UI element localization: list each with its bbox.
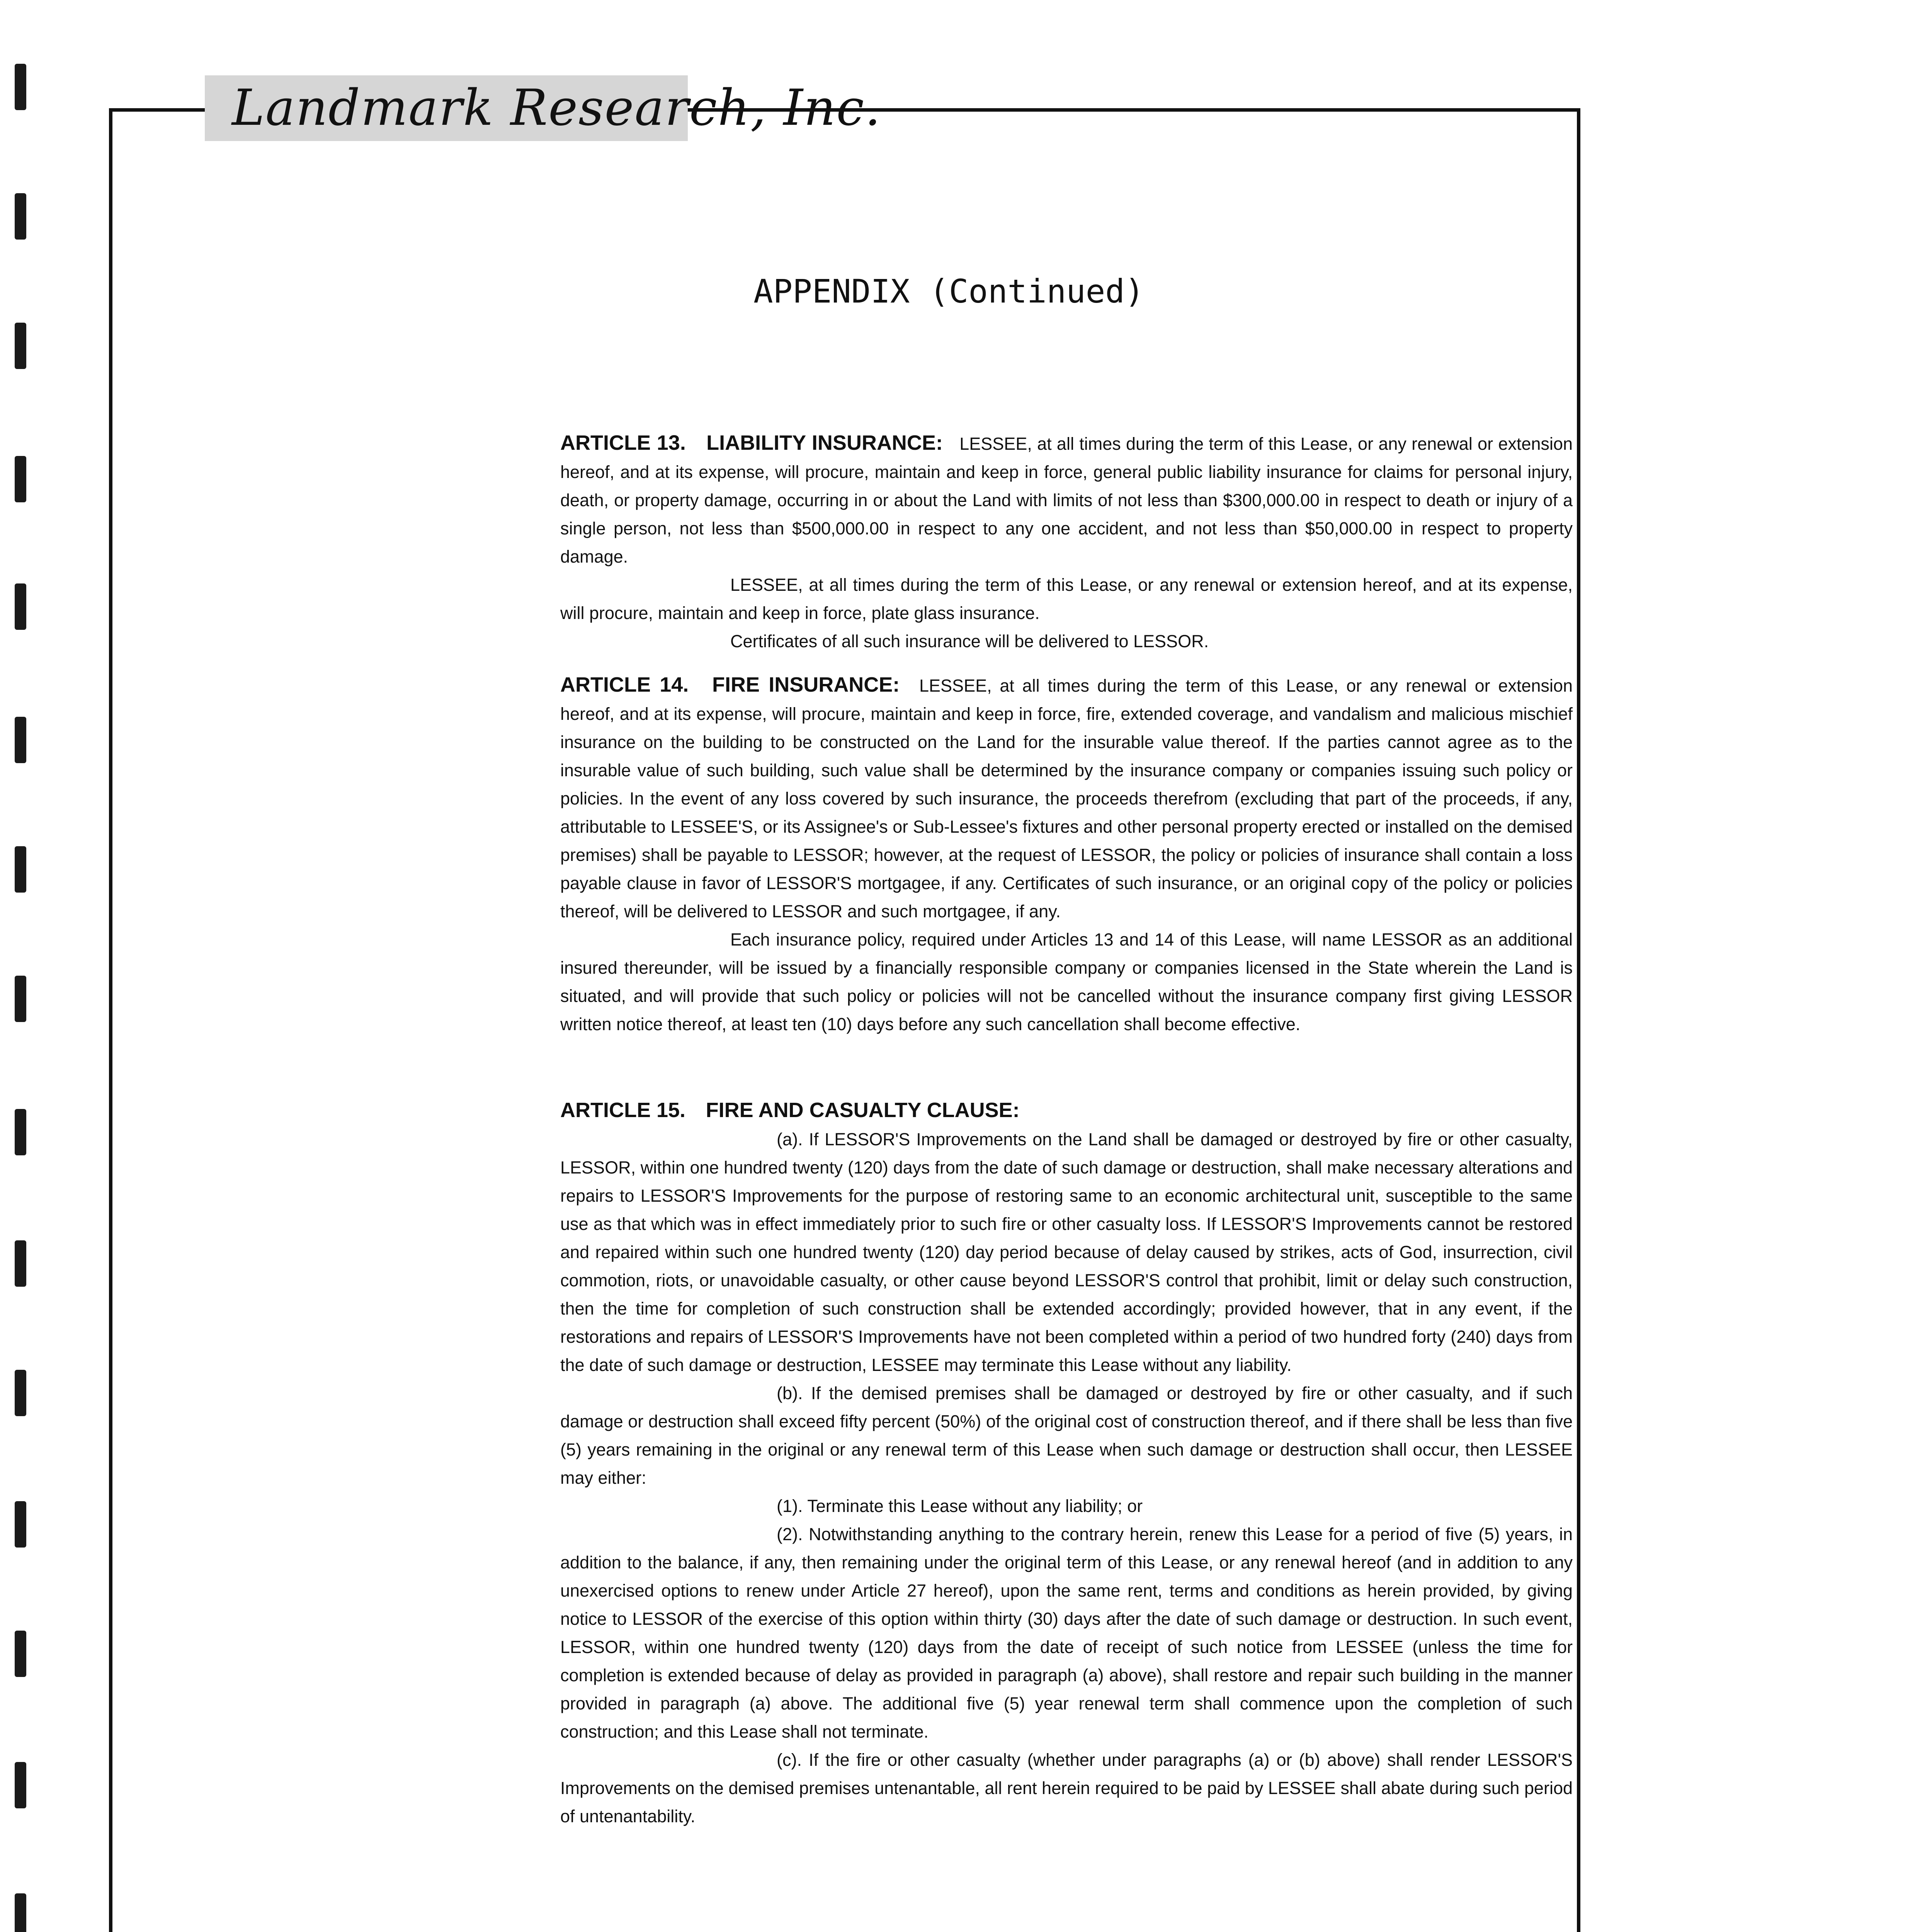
article-title: FIRE AND CASUALTY CLAUSE: (706, 1099, 1020, 1122)
binder-hole (15, 323, 26, 369)
binder-hole (15, 717, 26, 763)
binder-hole (15, 1501, 26, 1548)
article-number: ARTICLE 13. (560, 431, 686, 454)
article-14 (560, 671, 1573, 925)
clause-c: (c). If the fire or other casualty (whether under paragraphs (a) or (b) above) shall render LESSOR'S Improvements on the demised premises untenantable, all rent herein required to be paid by LESSEE shall abate during such period of untenantability. (560, 1750, 1573, 1826)
binder-hole (15, 1762, 26, 1808)
binder-hole (15, 976, 26, 1022)
binder-hole (15, 64, 26, 110)
article-number: ARTICLE 14. (560, 673, 689, 696)
binder-hole (15, 846, 26, 893)
article-13 (560, 429, 1573, 571)
binder-hole (15, 1240, 26, 1287)
article-paragraph: Certificates of all such insurance will be delivered to LESSOR. (730, 631, 1209, 651)
article-paragraph: Each insurance policy, required under Articles 13 and 14 of this Lease, will name LESSOR as an additional insured thereunder, will be issued by a financially responsible company or companies licensed in the State wherein the Land is situated, and will provide that such policy or policies will not be cancelled without the insurance company first giving LESSOR written notice thereof, at least ten (10) days before any such cancellation shall become effective. (560, 930, 1573, 1034)
article-paragraph: LESSEE, at all times during the term of this Lease, or any renewal or extension hereof, and at its expense, will procure, maintain and keep in force, fire, extended coverage, and vandalism and malicious mischief insurance on the building to be constructed on the Land for the insurable value thereof. If the parties cannot agree as to the insurable value of such building, such value shall be determined by the insurance company or companies issuing such policy or policies. In the event of any loss covered by such insurance, the proceeds therefrom (excluding that part of the proceeds, if any, attributable to LESSEE'S, or its Assignee's or Sub-Lessee's fixtures and other personal property erected or installed on the demised premises) shall be payable to LESSOR; however, at the request of LESSOR, the policy or policies of insurance shall contain a loss payable clause in favor of LESSOR'S mortgagee, if any. Certificates of such insurance, or an original copy of the policy or policies thereof, will be delivered to LESSOR and such mortgagee, if any. (560, 676, 1573, 921)
clause-b-option-2: (2). Notwithstanding anything to the contrary herein, renew this Lease for a period of five (5) years, in addition to the balance, if any, then remaining under the original term of this Lease, or any renewal hereof (and in addition to any unexercised options to renew under Article 27 hereof), upon the same rent, terms and conditions as herein provided, by giving notice to LESSOR of the exercise of this option within thirty (30) days after the date of such damage or destruction. In such event, LESSOR, within one hundred twenty (120) days from the date of receipt of such notice from LESSEE (unless the time for completion is extended because of delay as provided in paragraph (a) above), shall restore and repair such building in the manner provided in paragraph (a) above. The additional five (5) year renewal term shall commence upon the completion of such construction; and this Lease shall not terminate. (560, 1524, 1573, 1742)
article-title: LIABILITY INSURANCE: (706, 431, 943, 454)
binder-hole (15, 1109, 26, 1155)
binder-hole (15, 1893, 26, 1932)
article-number: ARTICLE 15. (560, 1099, 686, 1122)
binder-hole (15, 193, 26, 240)
document-body (560, 429, 1573, 1830)
binder-hole (15, 456, 26, 502)
article-title: FIRE INSURANCE: (712, 673, 900, 696)
clause-b-option-1: (1). Terminate this Lease without any liability; or (777, 1496, 1143, 1516)
section-gap (560, 1038, 1573, 1081)
binder-hole (15, 583, 26, 630)
article-paragraph: LESSEE, at all times during the term of this Lease, or any renewal or extension hereof, and at its expense, will procure, maintain and keep in force, plate glass insurance. (560, 575, 1573, 623)
article-15 (560, 1096, 1573, 1125)
company-logo: Landmark Research, Inc. (232, 79, 881, 137)
binder-hole (15, 1370, 26, 1416)
page-title: APPENDIX (Continued) (753, 272, 1145, 310)
article-paragraph: LESSEE, at all times during the term of this Lease, or any renewal or extension hereof, and at its expense, will procure, maintain and keep in force, general public liability insurance for claims for personal injury, death, or property damage, occurring in or about the Land with limits of not less than $300,000.00 in respect to death or injury of a single person, not less than $500,000.00 in respect to any one accident, and not less than $50,000.00 in respect to property damage. (560, 434, 1573, 566)
binder-hole (15, 1631, 26, 1677)
clause-a: (a). If LESSOR'S Improvements on the Land shall be damaged or destroyed by fire or other casualty, LESSOR, within one hundred twenty (120) days from the date of such damage or destruction, shall make necessary alterations and repairs to LESSOR'S Improvements for the purpose of restoring same to an economic architectural unit, susceptible to the same use as that which was in effect immediately prior to such fire or other casualty loss. If LESSOR'S Improvements cannot be restored and repaired within such one hundred twenty (120) day period because of delay caused by strikes, acts of God, insurrection, civil commotion, riots, or unavoidable casualty, or other cause beyond LESSOR'S control that prohibit, limit or delay such construction, then the time for completion of such construction shall be extended accordingly; provided however, that in any event, if the restorations and repairs of LESSOR'S Improvements have not been completed within a period of two hundred forty (240) days from the date of such damage or destruction, LESSEE may terminate this Lease without any liability. (560, 1129, 1573, 1375)
clause-b: (b). If the demised premises shall be damaged or destroyed by fire or other casualty, and if such damage or destruction shall exceed fifty percent (50%) of the original cost of construction thereof, and if there shall be less than five (5) years remaining in the original or any renewal term of this Lease when such damage or destruction shall occur, then LESSEE may either: (560, 1383, 1573, 1488)
